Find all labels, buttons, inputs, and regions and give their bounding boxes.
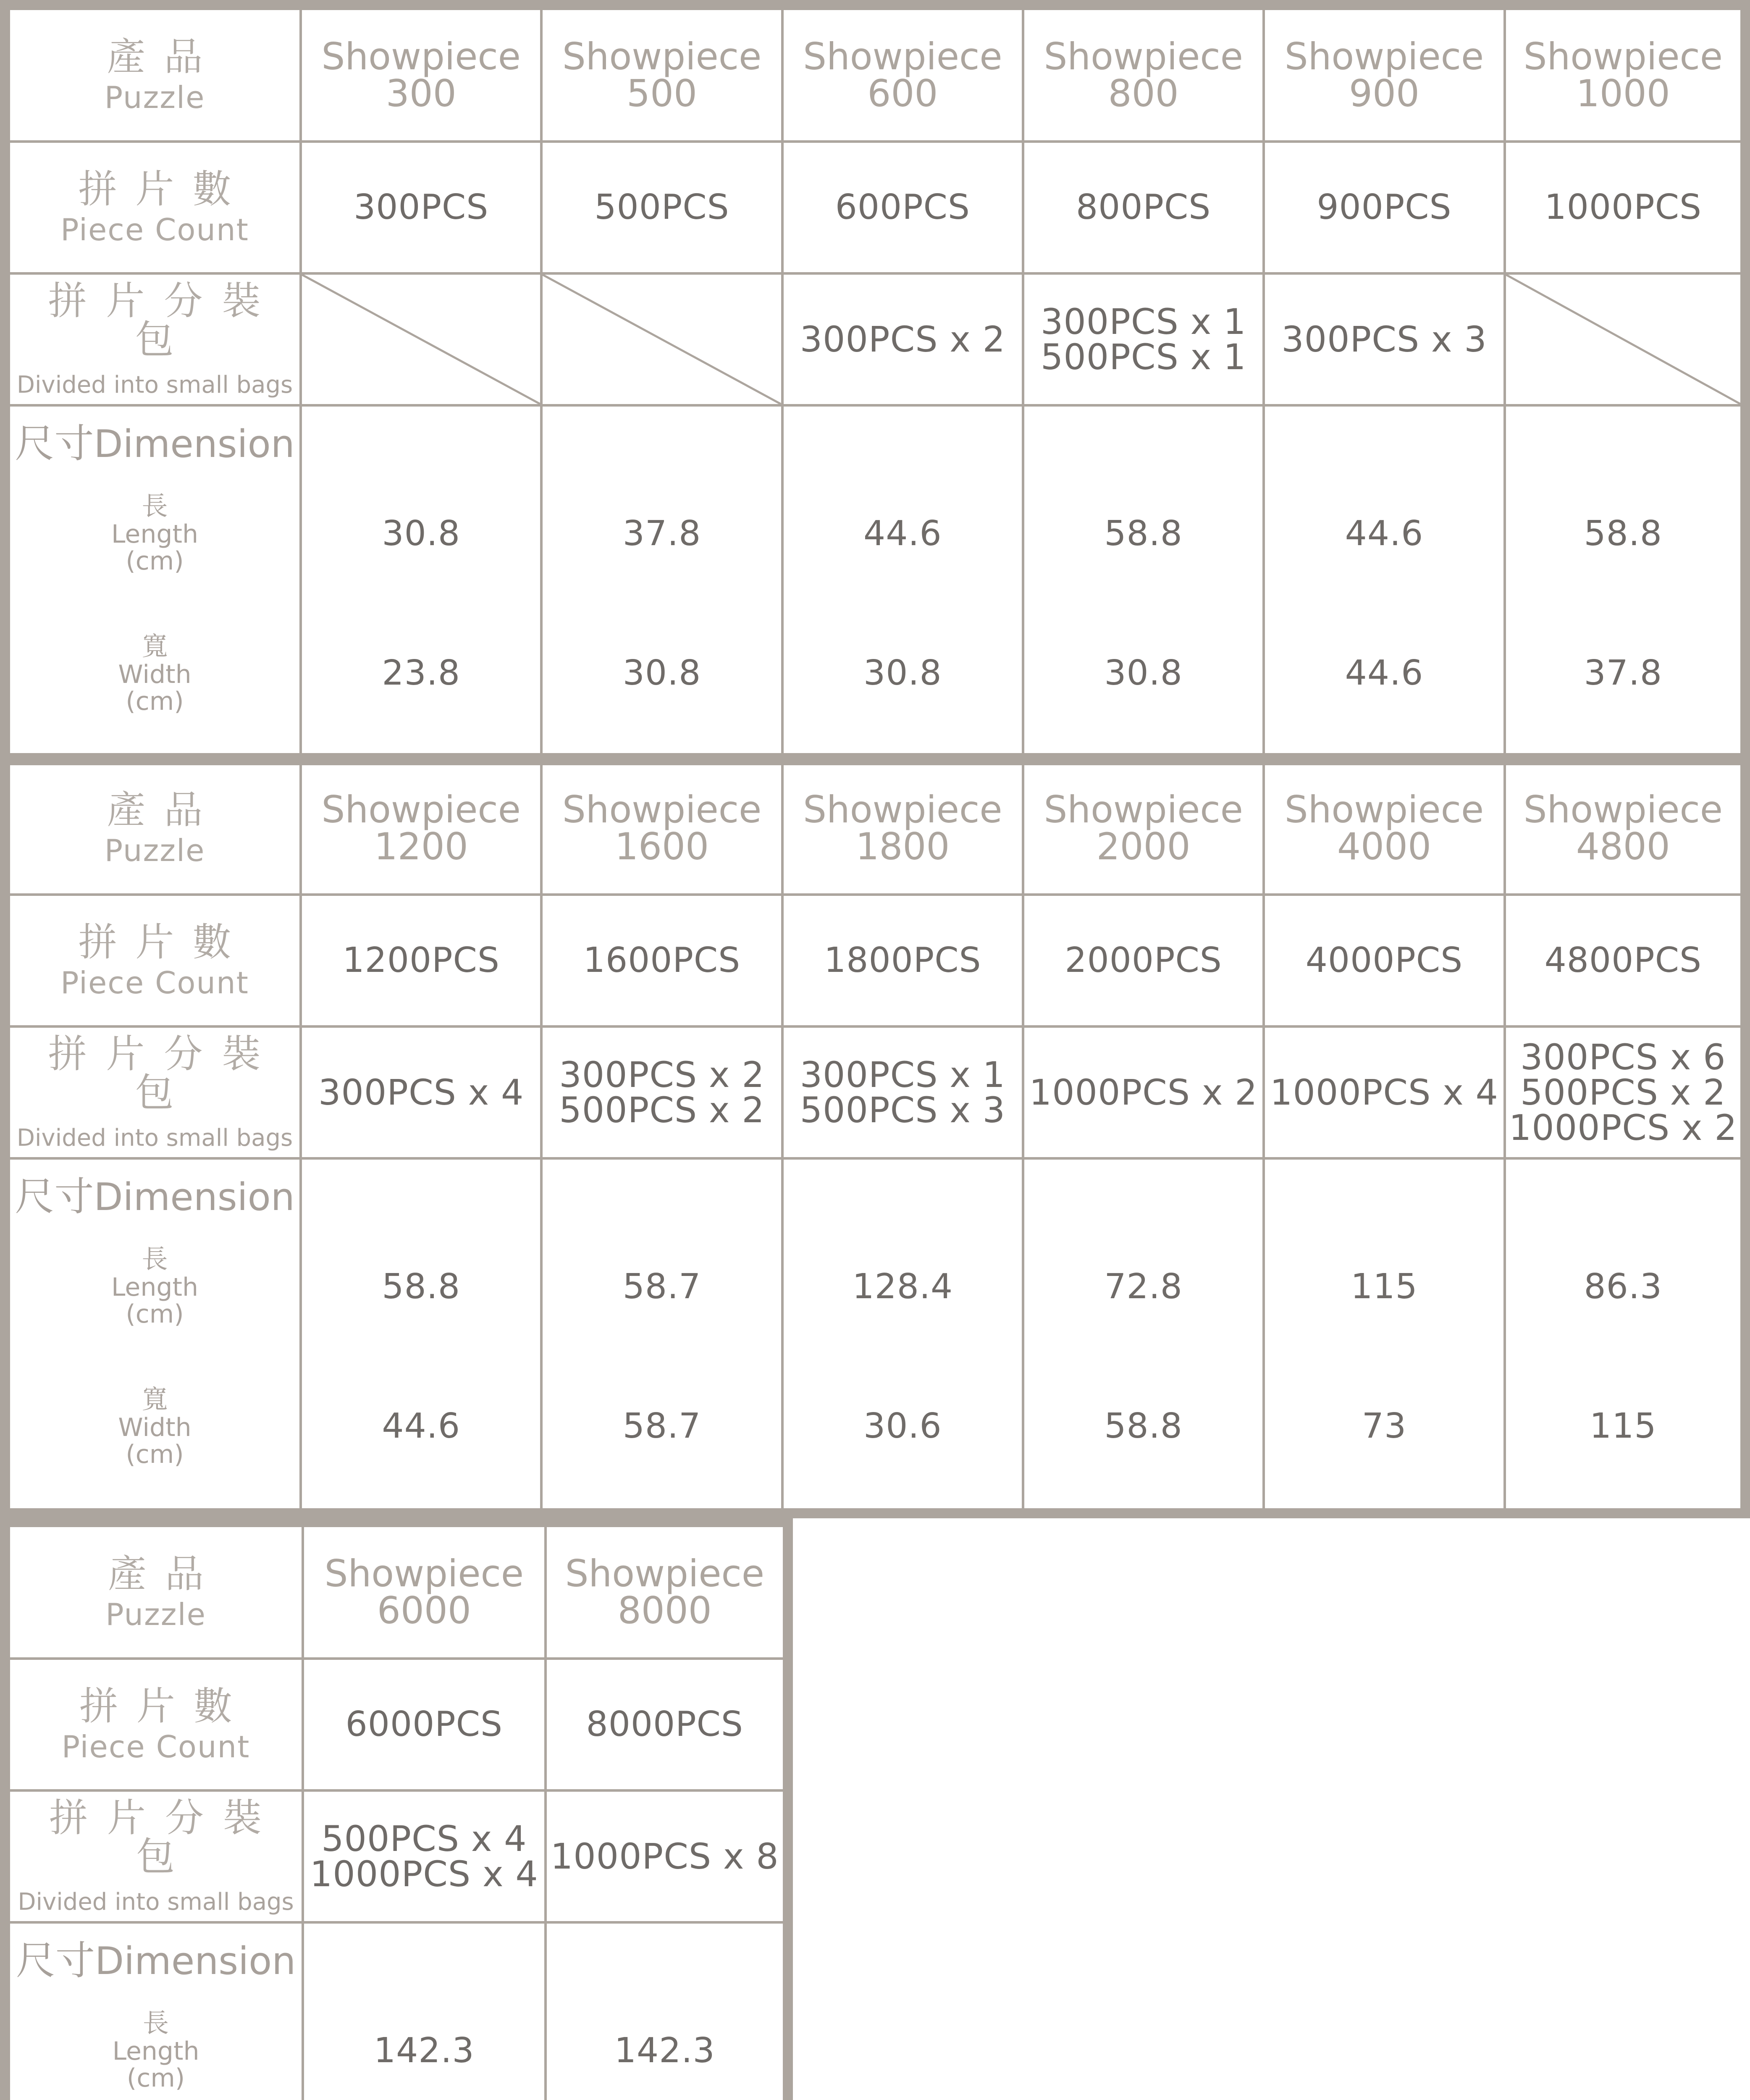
- bag-line: 500PCS x 4: [321, 1818, 527, 1859]
- label-dimension: [5, 405, 301, 760]
- bag-line: 500PCS x 2: [1520, 1072, 1726, 1113]
- product-name: Showpiece: [1523, 35, 1723, 78]
- label-bags-en: Divided into small bags: [18, 1888, 294, 1916]
- product-number: 500: [627, 72, 698, 115]
- label-width: [10, 1386, 299, 1467]
- label-length: [10, 2010, 302, 2091]
- bag-line: 500PCS x 2: [559, 1089, 765, 1131]
- piece-count: 500PCS: [541, 142, 782, 273]
- piece-count: 6000PCS: [303, 1659, 545, 1790]
- label-piece-count: [5, 1659, 303, 1790]
- bag-line: 300PCS x 1: [1040, 301, 1246, 342]
- piece-count: 800PCS: [1023, 142, 1264, 273]
- dimension-cell: [1505, 1158, 1745, 1513]
- dimension-cell: [1023, 405, 1264, 760]
- label-length-en: Length: [112, 2037, 199, 2066]
- label-piece-count-zh: 拼片數: [78, 920, 250, 965]
- row-dimension: [5, 1922, 788, 2100]
- product-number: 800: [1108, 72, 1179, 115]
- dimension-cell: [541, 405, 782, 760]
- width-value: 58.8: [1104, 1406, 1183, 1446]
- bags-cell: [301, 1026, 541, 1158]
- width-value: 44.6: [1345, 653, 1424, 693]
- bags-none-cell: [1505, 273, 1745, 405]
- label-width-en: Width: [118, 660, 192, 689]
- length-value: 128.4: [852, 1267, 953, 1307]
- product-name: Showpiece: [1044, 788, 1243, 831]
- label-bags: [5, 1790, 303, 1922]
- spec-table-1: [0, 0, 1750, 765]
- product-number: 900: [1349, 72, 1419, 115]
- bags-none-cell: [541, 273, 782, 405]
- length-value: 142.3: [614, 2031, 715, 2071]
- length-value: 58.8: [1584, 514, 1663, 554]
- label-piece-count-en: Piece Count: [60, 212, 249, 247]
- product-number: 1800: [855, 825, 950, 868]
- row-dimension: [5, 1158, 1745, 1513]
- label-product-zh: 產品: [107, 788, 221, 832]
- product-name-cell: [1264, 758, 1504, 895]
- product-name: Showpiece: [565, 1552, 764, 1595]
- bag-line: 1000PCS x 4: [1270, 1072, 1498, 1113]
- diagonal-slash: [302, 275, 540, 404]
- width-value: 73: [1362, 1406, 1407, 1446]
- bag-line: 500PCS x 3: [800, 1089, 1006, 1131]
- width-value: 37.8: [1584, 653, 1663, 693]
- piece-count: 600PCS: [782, 142, 1023, 273]
- row-piece-count: [5, 1659, 788, 1790]
- label-piece-count: [5, 895, 301, 1026]
- product-number: 1000: [1576, 72, 1670, 115]
- length-value: 44.6: [1345, 514, 1424, 554]
- dimension-cell: [301, 405, 541, 760]
- bag-line: 300PCS x 3: [1281, 319, 1487, 360]
- label-bags: [5, 273, 301, 405]
- row-product: [5, 1522, 788, 1659]
- bag-line: 1000PCS x 2: [1509, 1107, 1737, 1148]
- label-product: [5, 1522, 303, 1659]
- bags-cell: [1505, 1026, 1745, 1158]
- product-number: 600: [867, 72, 938, 115]
- label-dimension-title: [10, 1174, 299, 1220]
- product-name-cell: [1505, 5, 1745, 142]
- label-piece-count-en: Piece Count: [61, 1729, 250, 1764]
- label-product: [5, 758, 301, 895]
- label-length-en: Length: [111, 520, 198, 549]
- label-length: [10, 1246, 299, 1327]
- label-piece-count-zh: 拼片數: [78, 167, 250, 212]
- width-value: 115: [1590, 1406, 1657, 1446]
- product-number: 4000: [1337, 825, 1431, 868]
- bag-line: 300PCS x 4: [318, 1072, 524, 1113]
- length-value: 72.8: [1104, 1267, 1183, 1307]
- bag-line: 500PCS x 1: [1040, 336, 1246, 378]
- label-product-en: Puzzle: [104, 80, 205, 115]
- label-width-zh: 寬: [142, 1384, 168, 1415]
- bags-none-cell: [301, 273, 541, 405]
- length-value: 44.6: [863, 514, 942, 554]
- label-dimension-zh: 尺寸: [15, 421, 94, 467]
- label-bags-zh: 拼片分裝包: [48, 278, 280, 362]
- label-dimension-en: Dimension: [94, 1175, 295, 1219]
- label-bags-zh: 拼片分裝包: [48, 1032, 280, 1115]
- product-name: Showpiece: [803, 35, 1002, 78]
- product-name: Showpiece: [562, 788, 762, 831]
- diagonal-slash: [1506, 275, 1740, 404]
- dimension-cell: [782, 405, 1023, 760]
- label-bags: [5, 1026, 301, 1158]
- label-product-zh: 產品: [108, 1551, 223, 1596]
- product-name: Showpiece: [1284, 35, 1484, 78]
- piece-count: 4000PCS: [1264, 895, 1504, 1026]
- dimension-cell: [546, 1922, 788, 2100]
- width-value: 30.6: [863, 1406, 942, 1446]
- product-name: Showpiece: [562, 35, 762, 78]
- bags-cell: [303, 1790, 545, 1922]
- spec-table-2: [0, 753, 1750, 1518]
- bags-cell: [541, 1026, 782, 1158]
- label-dimension: [5, 1158, 301, 1513]
- label-width-zh: 寬: [142, 631, 168, 662]
- product-name-cell: [541, 5, 782, 142]
- width-value: 30.8: [1104, 653, 1183, 693]
- length-value: 86.3: [1584, 1267, 1663, 1307]
- width-value: 23.8: [382, 653, 460, 693]
- product-name-cell: [782, 5, 1023, 142]
- bag-line: 1000PCS x 4: [310, 1853, 538, 1895]
- piece-count: 1600PCS: [541, 895, 782, 1026]
- label-width-unit: (cm): [126, 687, 184, 716]
- row-bags: [5, 1026, 1745, 1158]
- spec-table-3: [0, 1517, 793, 2100]
- label-length-zh: 長: [143, 2008, 169, 2038]
- bag-line: 300PCS x 6: [1520, 1037, 1726, 1078]
- product-number: 300: [386, 72, 457, 115]
- product-name: Showpiece: [1044, 35, 1243, 78]
- width-value: 30.8: [863, 653, 942, 693]
- product-name: Showpiece: [321, 788, 521, 831]
- dimension-cell: [1264, 405, 1504, 760]
- product-name: Showpiece: [1284, 788, 1484, 831]
- label-bags-en: Divided into small bags: [16, 371, 293, 399]
- product-name-cell: [1505, 758, 1745, 895]
- row-bags: [5, 273, 1745, 405]
- dimension-cell: [1023, 1158, 1264, 1513]
- product-name-cell: [1264, 5, 1504, 142]
- piece-count: 2000PCS: [1023, 895, 1264, 1026]
- label-product-en: Puzzle: [105, 1597, 206, 1632]
- bag-line: 300PCS x 2: [559, 1054, 765, 1095]
- label-bags-en: Divided into small bags: [16, 1124, 293, 1152]
- label-length: [10, 493, 299, 574]
- product-name-cell: [546, 1522, 788, 1659]
- label-piece-count: [5, 142, 301, 273]
- bag-line: 1000PCS x 2: [1029, 1072, 1258, 1113]
- bags-cell: [546, 1790, 788, 1922]
- bags-cell: [1023, 273, 1264, 405]
- length-value: 58.8: [382, 1267, 460, 1307]
- label-product-zh: 產品: [107, 34, 221, 79]
- piece-count: 1800PCS: [782, 895, 1023, 1026]
- product-number: 6000: [377, 1589, 471, 1632]
- label-length-unit: (cm): [126, 1299, 184, 1329]
- width-value: 58.7: [622, 1406, 701, 1446]
- label-length-zh: 長: [142, 491, 168, 521]
- piece-count: 1200PCS: [301, 895, 541, 1026]
- length-value: 58.8: [1104, 514, 1183, 554]
- bags-cell: [782, 1026, 1023, 1158]
- product-number: 8000: [617, 1589, 712, 1632]
- dimension-cell: [782, 1158, 1023, 1513]
- product-name-cell: [303, 1522, 545, 1659]
- width-value: 30.8: [622, 653, 701, 693]
- piece-count: 8000PCS: [546, 1659, 788, 1790]
- piece-count: 900PCS: [1264, 142, 1504, 273]
- piece-count: 1000PCS: [1505, 142, 1745, 273]
- dimension-cell: [541, 1158, 782, 1513]
- piece-count: 4800PCS: [1505, 895, 1745, 1026]
- dimension-cell: [1264, 1158, 1504, 1513]
- label-piece-count-en: Piece Count: [60, 965, 249, 1000]
- product-name-cell: [301, 5, 541, 142]
- label-product: [5, 5, 301, 142]
- length-value: 142.3: [373, 2031, 475, 2071]
- bag-line: 300PCS x 2: [800, 319, 1006, 360]
- length-value: 58.7: [622, 1267, 701, 1307]
- label-dimension-en: Dimension: [94, 1939, 296, 1983]
- product-name: Showpiece: [803, 788, 1002, 831]
- bags-cell: [782, 273, 1023, 405]
- dimension-cell: [303, 1922, 545, 2100]
- product-number: 2000: [1096, 825, 1191, 868]
- product-name-cell: [301, 758, 541, 895]
- product-name: Showpiece: [324, 1552, 524, 1595]
- product-name-cell: [1023, 758, 1264, 895]
- row-piece-count: [5, 142, 1745, 273]
- length-value: 115: [1351, 1267, 1418, 1307]
- label-dimension: [5, 1922, 303, 2100]
- label-bags-zh: 拼片分裝包: [49, 1796, 281, 1879]
- piece-count: 300PCS: [301, 142, 541, 273]
- label-length-unit: (cm): [126, 546, 184, 576]
- product-number: 1200: [374, 825, 468, 868]
- length-value: 37.8: [622, 514, 701, 554]
- dimension-cell: [1505, 405, 1745, 760]
- width-value: 44.6: [382, 1406, 460, 1446]
- label-product-en: Puzzle: [104, 833, 205, 868]
- product-name-cell: [1023, 5, 1264, 142]
- diagonal-slash: [543, 275, 781, 404]
- label-dimension-en: Dimension: [94, 422, 295, 466]
- bags-cell: [1264, 273, 1504, 405]
- product-number: 4800: [1576, 825, 1670, 868]
- label-length-en: Length: [111, 1273, 198, 1302]
- label-piece-count-zh: 拼片數: [79, 1684, 251, 1729]
- row-piece-count: [5, 895, 1745, 1026]
- product-name: Showpiece: [321, 35, 521, 78]
- bags-cell: [1264, 1026, 1504, 1158]
- product-number: 1600: [615, 825, 709, 868]
- dimension-cell: [301, 1158, 541, 1513]
- row-dimension: [5, 405, 1745, 760]
- label-dimension-zh: 尺寸: [15, 1174, 94, 1220]
- label-length-unit: (cm): [126, 2063, 185, 2093]
- bags-cell: [1023, 1026, 1264, 1158]
- label-width-en: Width: [118, 1413, 192, 1442]
- label-dimension-title: [10, 1938, 302, 1984]
- label-dimension-title: [10, 421, 299, 467]
- product-name: Showpiece: [1523, 788, 1723, 831]
- label-width-unit: (cm): [126, 1440, 184, 1469]
- row-product: [5, 758, 1745, 895]
- label-length-zh: 長: [142, 1244, 168, 1274]
- row-bags: [5, 1790, 788, 1922]
- length-value: 30.8: [382, 514, 460, 554]
- product-name-cell: [541, 758, 782, 895]
- label-dimension-zh: 尺寸: [16, 1938, 95, 1984]
- bag-line: 300PCS x 1: [800, 1054, 1006, 1095]
- row-product: [5, 5, 1745, 142]
- label-width: [10, 633, 299, 714]
- bag-line: 1000PCS x 8: [550, 1836, 779, 1877]
- product-name-cell: [782, 758, 1023, 895]
